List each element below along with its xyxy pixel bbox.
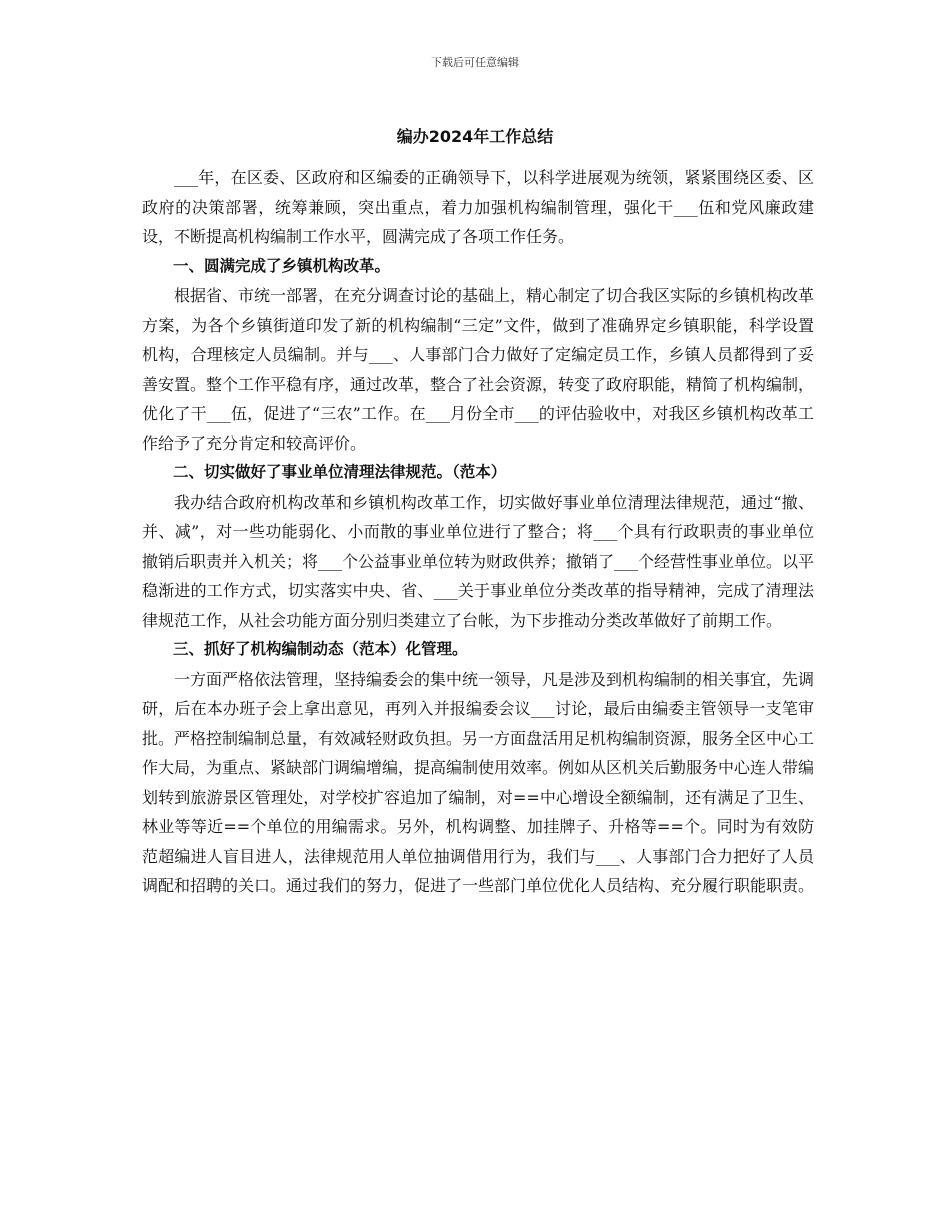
intro-paragraph: ___年，在区委、区政府和区编委的正确领导下，以科学进展观为统领，紧紧围绕区委、区政府的决策部署，统筹兼顾，突出重点，着力加强机构编制管理，强化干___伍和党风廉政建设，不断提高机构编制工作水平，圆满完成了各项工作任务。 [142, 168, 814, 246]
section-heading-2: 二、切实做好了事业单位清理法律规范。（范本） [173, 463, 507, 481]
section-paragraph-2: 我办结合政府机构改革和乡镇机构改革工作，切实做好事业单位清理法律规范，通过“撤、并、减”，对一些功能弱化、小而散的事业单位进行了整合；将___个具有行政职责的事业单位撤销后职责并入机关；将___个公益事业单位转为财政供养；撤销了___个经营性事业单位。以平稳渐进的工作方式，切实落实中央、省、___关于事业单位分类改革的指导精神，完成了清理法律规范工作，从社会功能方面分别归类建立了台帐，为下步推动分类改革做好了前期工作。 [142, 492, 815, 630]
page-header-note: 下载后可任意编辑 [431, 56, 519, 69]
section-paragraph-3: 一方面严格依法管理，坚持编委会的集中统一领导，凡是涉及到机构编制的相关事宜，先调研，后在本办班子会上拿出意见，再列入并报编委会议___讨论，最后由编委主管领导一支笔审批。严格控制编制总量，有效减轻财政负担。另一方面盘活用足机构编制资源，服务全区中心工作大局，为重点、紧缺部门调编增编，提高编制使用效率。例如从区机关后勤服务中心连人带编划转到旅游景区管理处，对学校扩容追加了编制，对==中心增设全额编制，还有满足了卫生、林业等等近==个单位的用编需求。另外，机构调整、加挂牌子、升格等==个。同时为有效防范超编进人盲目进人，法律规范用人单位抽调借用行为，我们与___、人事部门合力把好了人员调配和招聘的关口。通过我们的努力，促进了一些部门单位优化人员结构、充分履行职能职责。 [142, 669, 815, 895]
document-body [142, 163, 814, 901]
section-heading-1: 一、圆满完成了乡镇机构改革。 [173, 256, 391, 275]
section-paragraph-1: 根据省、市统一部署，在充分调查讨论的基础上，精心制定了切合我区实际的乡镇机构改革方案，为各个乡镇街道印发了新的机构编制“三定”文件，做到了准确界定乡镇职能，科学设置机构，合理核定人员编制。并与___、人事部门合力做好了定编定员工作，乡镇人员都得到了妥善安置。整个工作平稳有序，通过改革，整合了社会资源，转变了政府职能，精简了机构编制，优化了干___伍，促进了“三农”工作。在___月份全市___的评估验收中，对我区乡镇机构改革工作给予了充分肯定和较高评价。 [142, 286, 815, 453]
document-title: 编办2024年工作总结 [396, 127, 554, 146]
section-heading-3: 三、抓好了机构编制动态（范本）化管理。 [173, 640, 468, 658]
